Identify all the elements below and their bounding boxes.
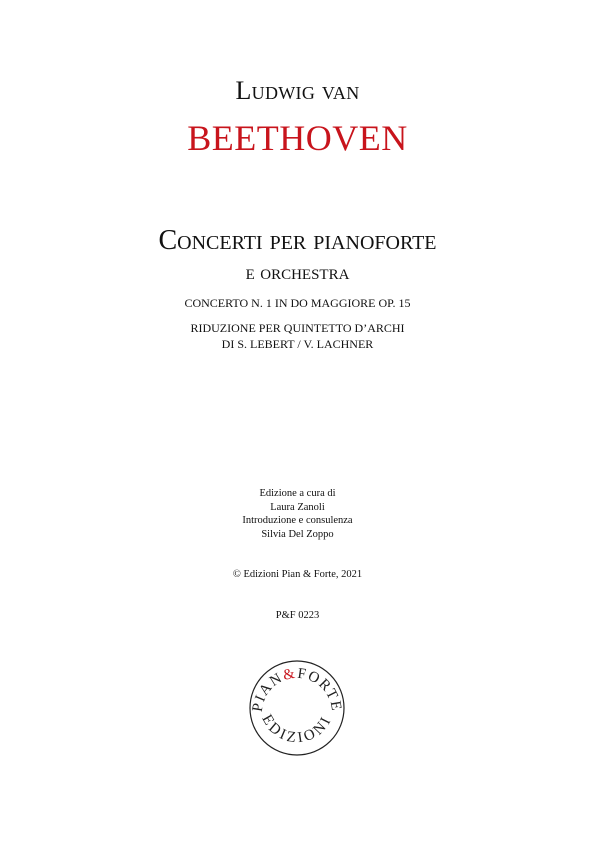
- arrangement-line-1: RIDUZIONE PER QUINTETTO D’ARCHI: [190, 321, 405, 335]
- edited-by-label: Edizione a cura di: [259, 488, 336, 499]
- composer-last-name: BEETHOVEN: [187, 118, 408, 158]
- consultant-name: Silvia Del Zoppo: [261, 529, 334, 540]
- work-title-line-1: Concerti per pianoforte: [158, 225, 437, 256]
- publisher-seal-logo: [248, 659, 346, 757]
- composer-first-name: Ludwig van: [235, 76, 360, 105]
- copyright-notice: © Edizioni Pian & Forte, 2021: [232, 569, 363, 580]
- editor-name: Laura Zanoli: [270, 502, 325, 513]
- intro-label: Introduzione e consulenza: [242, 515, 353, 526]
- svg-text:PIAN&FORTE: PIAN&FORTE: [249, 665, 345, 713]
- seal-icon: [248, 659, 346, 757]
- arrangement-line-2: DI S. LEBERT / V. LACHNER: [221, 337, 374, 351]
- work-title-line-2: e orchestra: [245, 259, 350, 284]
- svg-text:EDIZIONI: EDIZIONI: [258, 712, 336, 747]
- catalog-number: P&F 0223: [275, 610, 320, 621]
- concerto-subtitle: CONCERTO N. 1 IN DO MAGGIORE OP. 15: [184, 296, 411, 310]
